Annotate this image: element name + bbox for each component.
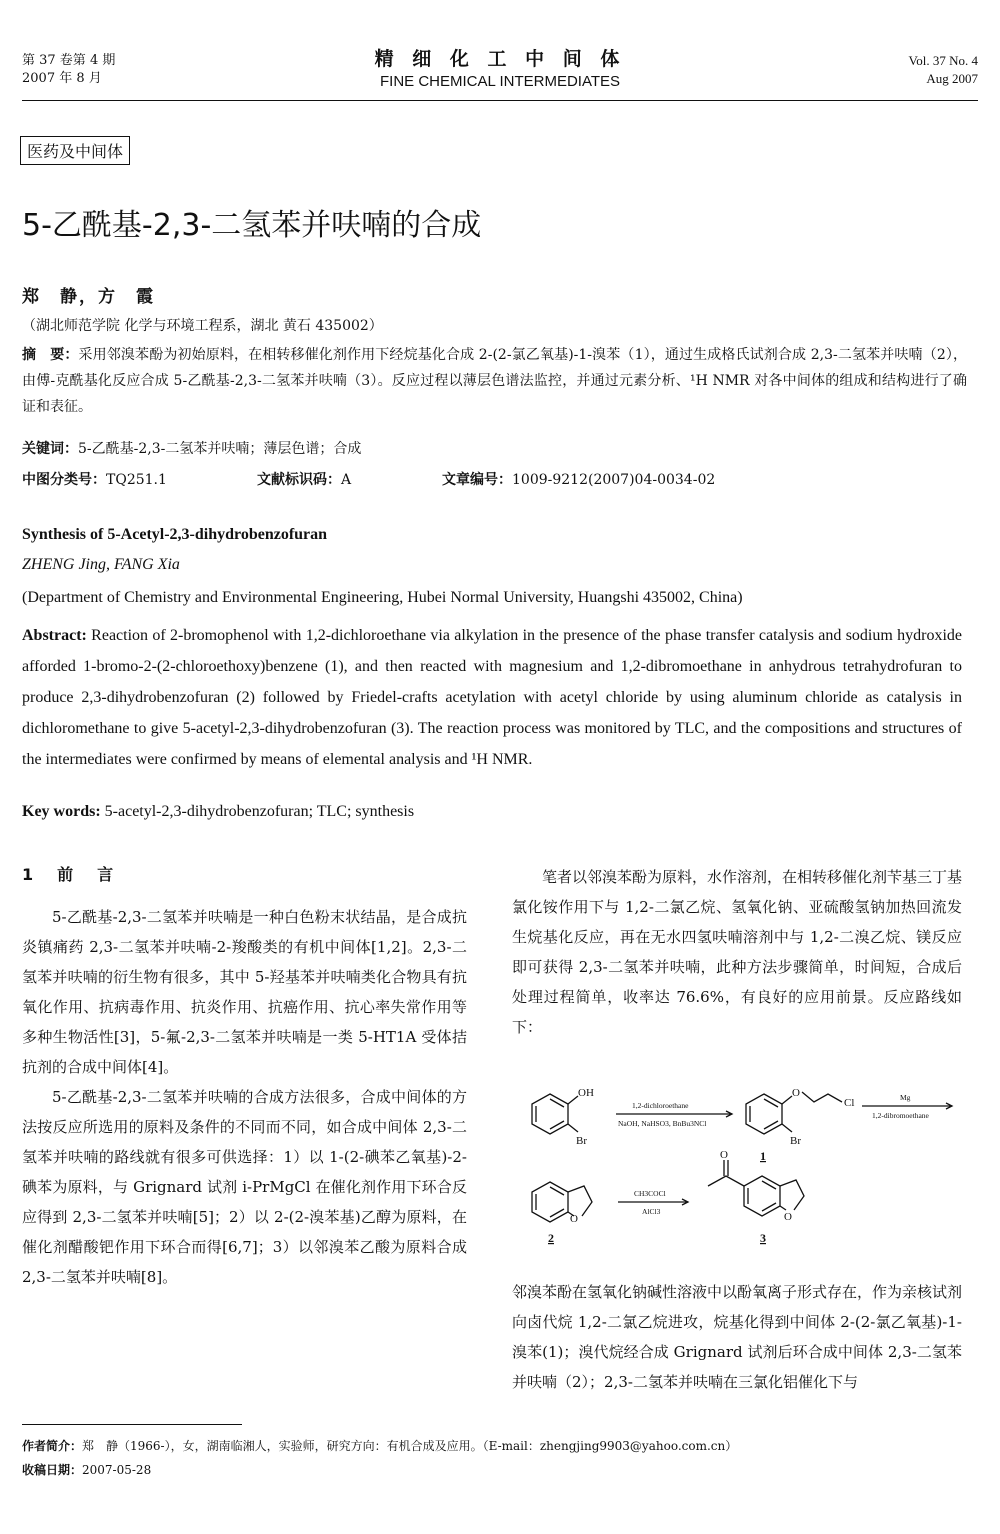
header-volume-cn: 第 37 卷第 4 期: [22, 53, 116, 68]
doc-code-value: A: [341, 472, 352, 488]
step2-reagent-bottom: 1,2-dibromoethane: [872, 1111, 929, 1120]
compound2-ring: [532, 1182, 568, 1222]
label-cl: Cl: [844, 1097, 855, 1109]
label-oh: OH: [578, 1087, 594, 1099]
mechanism-paragraph: 邻溴苯酚在氢氧化钠碱性溶液中以酚氧离子形式存在，作为亲核试剂向卤代烷 1,2-二氯乙烷进攻，烷基化得到中间体 2-(2-氯乙氧基)-1-溴苯(1)；溴代烷经合成 Grignard 试剂后环合成中间体 2,3-二氢苯并呋喃（2）；2,3-二氢苯并呋喃在三氯化铝催化下与: [512, 1283, 963, 1391]
classification-row: [22, 469, 982, 489]
author-bio-text: 郑 静（1966-），女，湖南临湘人，实验师，研究方向：有机合成及应用。（E-mail：zhengjing9903@yahoo.com.cn）: [82, 1439, 738, 1453]
affiliation: （湖北师范学院 化学与环境工程系，湖北 黄石 435002）: [22, 318, 383, 334]
step2-reagent-top: Mg: [900, 1093, 911, 1102]
english-abstract: [22, 620, 962, 775]
abstract-cn: [22, 342, 967, 420]
method-paragraph: 笔者以邻溴苯酚为原料，水作溶剂，在相转移催化剂苄基三丁基氯化铵作用下与 1,2-二氯乙烷、氢氧化钠、亚硫酸氢钠加热回流发生烷基化反应，再在无水四氢呋喃溶剂中与 1,2-二溴乙烷、镁反应即可获得 2,3-二氢苯并呋喃，此种方法步骤简单，时间短，合成后处理过程简单，收率达 76.6%，有良好的应用前景。反应路线如下：: [512, 868, 963, 1036]
reaction-scheme: [512, 1082, 962, 1262]
intro-paragraph-2: 5-乙酰基-2,3-二氢苯并呋喃的合成方法很多，合成中间体的方法按反应所选用的原料及条件的不同而不同，如合成中间体 2,3-二氢苯并呋喃的路线就有很多可供选择：1）以 1-(2-碘苯乙氧基)-2-碘苯为原料，与 Grignard 试剂 i-PrMgCl 在催化剂作用下环合反应得到 2,3-二氢苯并呋喃[5]；2）以 2-(2-溴苯基)乙醇为原料，在催化剂醋酸钯作用下环合而得[6,7]；3）以邻溴苯乙酸为原料合成 2,3-二氢苯并呋喃[8]。: [22, 1088, 467, 1286]
compound-label-3: 3: [760, 1231, 766, 1245]
english-keywords-text: 5-acetyl-2,3-dihydrobenzofuran; TLC; synthesis: [100, 803, 415, 820]
right-column: [512, 862, 962, 1042]
header-issue-en: [909, 52, 978, 88]
keywords-cn-text: 5-乙酰基-2,3-二氢苯并呋喃；薄层色谱；合成: [78, 441, 362, 457]
step3-reagent-top: CH3COCl: [634, 1189, 666, 1198]
author-bio-label: 作者简介：: [22, 1439, 83, 1453]
english-keywords-label: Key words:: [22, 803, 101, 820]
compound-label-1: 1: [760, 1149, 766, 1163]
journal-name: [0, 44, 1000, 90]
english-keywords: [22, 803, 414, 821]
label-br-1: Br: [576, 1135, 587, 1147]
journal-name-en: FINE CHEMICAL INTERMEDIATES: [379, 73, 621, 90]
header-date-en: Aug 2007: [926, 71, 978, 86]
section-heading-intro: 1 前 言: [22, 865, 118, 884]
clc-value: TQ251.1: [106, 472, 167, 488]
compound1-ring: [746, 1094, 782, 1134]
abstract-cn-label: 摘 要：: [22, 347, 79, 363]
clc-label: 中图分类号：: [22, 472, 106, 488]
english-abstract-label: Abstract:: [22, 627, 87, 644]
header-date-cn: 2007 年 8 月: [22, 71, 102, 86]
header-rule: [22, 100, 978, 101]
english-affiliation: (Department of Chemistry and Environmental Engineering, Hubei Normal University, Huangshi 435002, China): [22, 589, 743, 606]
section-tag: 医药及中间体: [20, 136, 130, 165]
label-o-1: O: [792, 1087, 800, 1099]
step1-reagent-bottom: NaOH, NaHSO3, BnBu3NCl: [618, 1119, 707, 1128]
step3-reagent-bottom: AlCl3: [642, 1207, 661, 1216]
english-abstract-text: Reaction of 2-bromophenol with 1,2-dichloroethane via alkylation in the presence of the phase transfer catalysis and sodium hydroxide afforded 1-bromo-2-(2-chloroethoxy)benzene (1), and then reacted with magnesium and 1,2-dibromoethane in anhydrous tetrahydrofuran to produce 2,3-dihydrobenzofuran (2) followed by Friedel-crafts acetylation with acetyl chloride by using aluminum chloride as catalysis in dichloromethane to give 5-acetyl-2,3-dihydrobenzofuran (3). The reaction process was monitored by TLC, and the compositions and structures of the intermediates were confirmed by means of elemental analysis and ¹H NMR.: [22, 627, 962, 768]
abstract-cn-text: 采用邻溴苯酚为初始原料，在相转移催化剂作用下经烷基化合成 2-(2-氯乙氧基)-1-溴苯（1），通过生成格氏试剂合成 2,3-二氢苯并呋喃（2），由傅-克酰基化反应合成 5-乙酰基-2,3-二氢苯并呋喃（3）。反应过程以薄层色谱法监控，并通过元素分析、¹H NMR 对各中间体的组成和结构进行了确证和表征。: [22, 347, 967, 415]
article-no-label: 文章编号：: [442, 472, 512, 488]
received-date: 2007-05-28: [82, 1463, 152, 1477]
english-title: Synthesis of 5-Acetyl-2,3-dihydrobenzofuran: [22, 526, 328, 543]
label-br-2: Br: [790, 1135, 801, 1147]
compound-label-2: 2: [548, 1231, 554, 1245]
bromophenol-ring: [532, 1094, 568, 1134]
header-volume-en: Vol. 37 No. 4: [908, 53, 978, 68]
received-date-label: 收稿日期：: [22, 1463, 83, 1477]
left-column: [22, 902, 467, 1292]
label-o-2: O: [570, 1213, 578, 1225]
compound3-ring: [744, 1176, 780, 1216]
footnote: [22, 1434, 737, 1482]
authors: 郑 静，方 霞: [22, 287, 155, 307]
intro-paragraph-1: 5-乙酰基-2,3-二氢苯并呋喃是一种白色粉末状结晶，是合成抗炎镇痛药 2,3-二氢苯并呋喃-2-羧酸类的有机中间体[1,2]。2,3-二氢苯并呋喃的衍生物有很多，其中 5-羟基苯并呋喃类化合物具有抗氧化作用、抗病毒作用、抗炎作用、抗癌作用、抗心率失常作用等多种生物活性[3]，5-氟-2,3-二氢苯并呋喃是一类 5-HT1A 受体拮抗剂的合成中间体[4]。: [22, 908, 467, 1076]
keywords-cn: [22, 438, 361, 458]
label-o-3: O: [784, 1211, 792, 1223]
label-o-carbonyl: O: [720, 1149, 728, 1161]
article-title: 5-乙酰基-2,3-二氢苯并呋喃的合成: [22, 208, 482, 243]
journal-name-cn: 精 细 化 工 中 间 体: [374, 48, 626, 70]
footnote-rule: [22, 1424, 242, 1425]
article-no-value: 1009-9212(2007)04-0034-02: [512, 472, 716, 488]
keywords-cn-label: 关键词：: [22, 441, 78, 457]
english-authors: ZHENG Jing, FANG Xia: [22, 556, 180, 573]
right-column-continued: [512, 1262, 962, 1412]
step1-reagent-top: 1,2-dichloroethane: [632, 1101, 689, 1110]
doc-code-label: 文献标识码：: [257, 472, 341, 488]
